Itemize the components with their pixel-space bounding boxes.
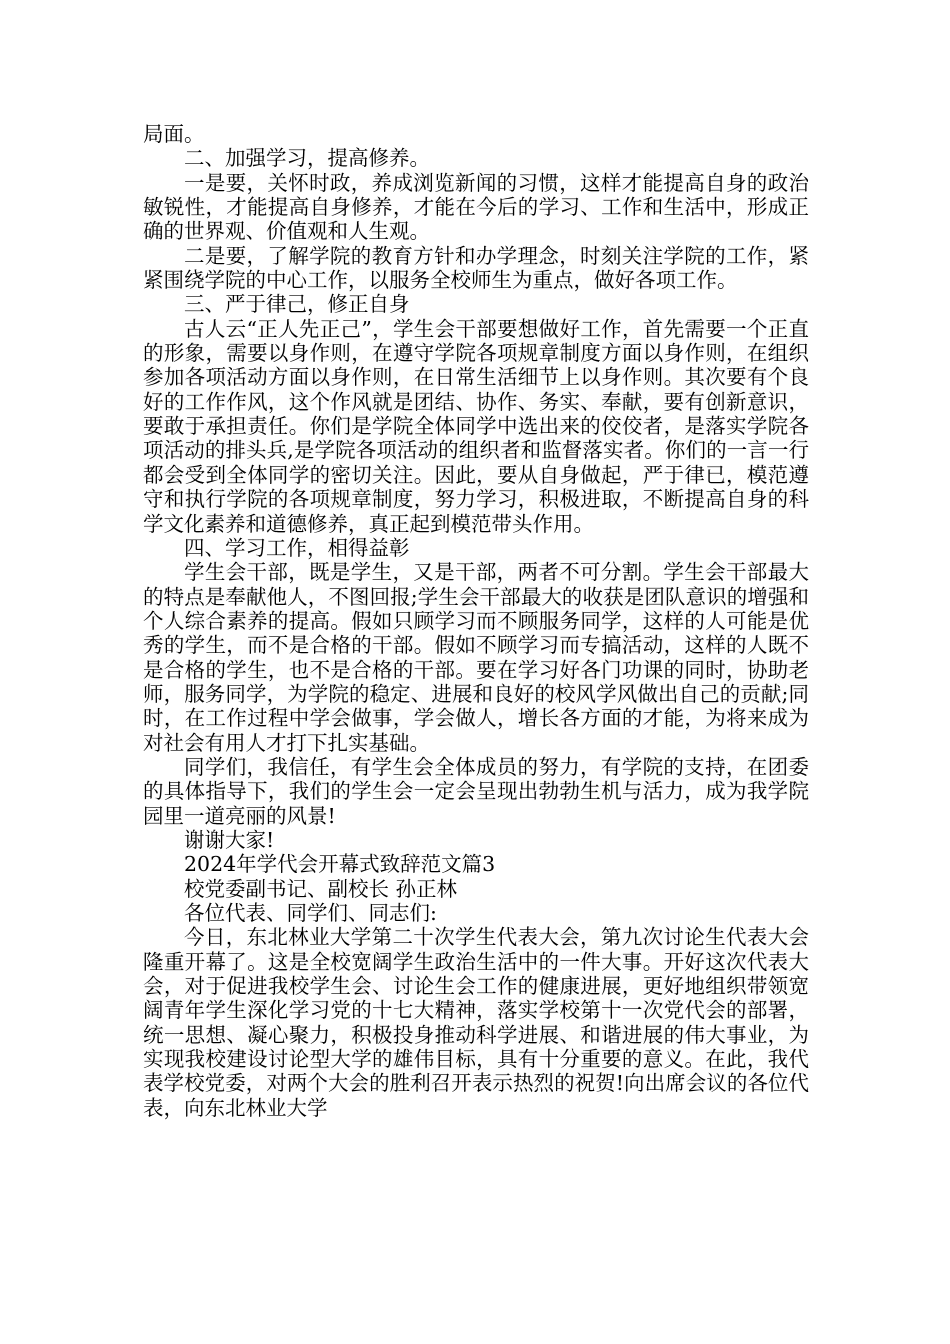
thanks-line: 谢谢大家!	[184, 827, 275, 852]
heading-section-2: 二、加强学习，提高修养。	[184, 146, 430, 171]
paragraph-14: 今日，东北林业大学第二十次学生代表大会，第九次讨论生代表大会隆重开幕了。这是全校宽阔学生政治生活中的一件大事。开好这次代表大会，对于促进我校学生会、讨论生会工作的健康进展，更好地组织带领宽阔青年学生深化学习党的十七大精神，落实学校第十一次党代会的部署，统一思想、凝心聚力，积极投身推动科学进展、和谐进展的伟大事业，为实现我校建设讨论型大学的雄伟目标，具有十分重要的意义。在此，我代表学校党委，对两个大会的胜利召开表示热烈的祝贺!向出席会议的各位代表，向东北林业大学	[143, 925, 809, 1120]
paragraph-4: 二是要，了解学院的教育方针和办学理念，时刻关注学院的工作，紧紧围绕学院的中心工作，以服务全校师生为重点，做好各项工作。	[143, 243, 809, 293]
heading-section-4: 四、学习工作，相得益彰	[184, 535, 410, 560]
paragraph-8: 学生会干部，既是学生，又是干部，两者不可分割。学生会干部最大的特点是奉献他人，不图回报;学生会干部最大的收获是团队意识的增强和个人综合素养的提高。假如只顾学习而不顾服务同学，这样的人可能是优秀的学生，而不是合格的干部。假如不顾学习而专搞活动，这样的人既不是合格的学生，也不是合格的干部。要在学习好各门功课的同时，协助老师，服务同学，为学院的稳定、进展和良好的校风学风做出自己的贡献;同时，在工作过程中学会做事，学会做人，增长各方面的才能，为将来成为对社会有用人才打下扎实基础。	[143, 560, 809, 755]
article-title: 2024年学代会开幕式致辞范文篇3	[184, 852, 496, 877]
paragraph-6: 古人云“正人先正己”，学生会干部要想做好工作，首先需要一个正直的形象，需要以身作则，在遵守学院各项规章制度方面以身作则，在组织参加各项活动方面以身作则，在日常生活细节上以身作则。其次要有个良好的工作作风，这个作风就是团结、协作、务实、奉献，要有创新意识，要敢于承担责任。你们是学院全体同学中选出来的佼佼者，是落实学院各项活动的排头兵,是学院各项活动的组织者和监督落实者。你们的一言一行都会受到全体同学的密切关注。因此，要从自身做起，严于律已，模范遵守和执行学院的各项规章制度，努力学习，积极进取，不断提高自身的科学文化素养和道德修养，真正起到模范带头作用。	[143, 316, 809, 536]
document-body	[143, 122, 809, 1120]
paragraph-1: 局面。	[143, 122, 205, 146]
paragraph-9: 同学们，我信任，有学生会全体成员的努力，有学院的支持，在团委的具体指导下，我们的学生会一定会呈现出勃勃生机与活力，成为我学院园里一道亮丽的风景!	[143, 754, 809, 828]
paragraph-3: 一是要，关怀时政，养成浏览新闻的习惯，这样才能提高自身的政治敏锐性，才能提高自身修养，才能在今后的学习、工作和生活中，形成正确的世界观、价值观和人生观。	[143, 170, 809, 244]
speaker-line: 校党委副书记、副校长 孙正林	[184, 876, 458, 901]
heading-section-3: 三、严于律己，修正自身	[184, 292, 410, 317]
salutation-line: 各位代表、同学们、同志们:	[184, 901, 437, 925]
